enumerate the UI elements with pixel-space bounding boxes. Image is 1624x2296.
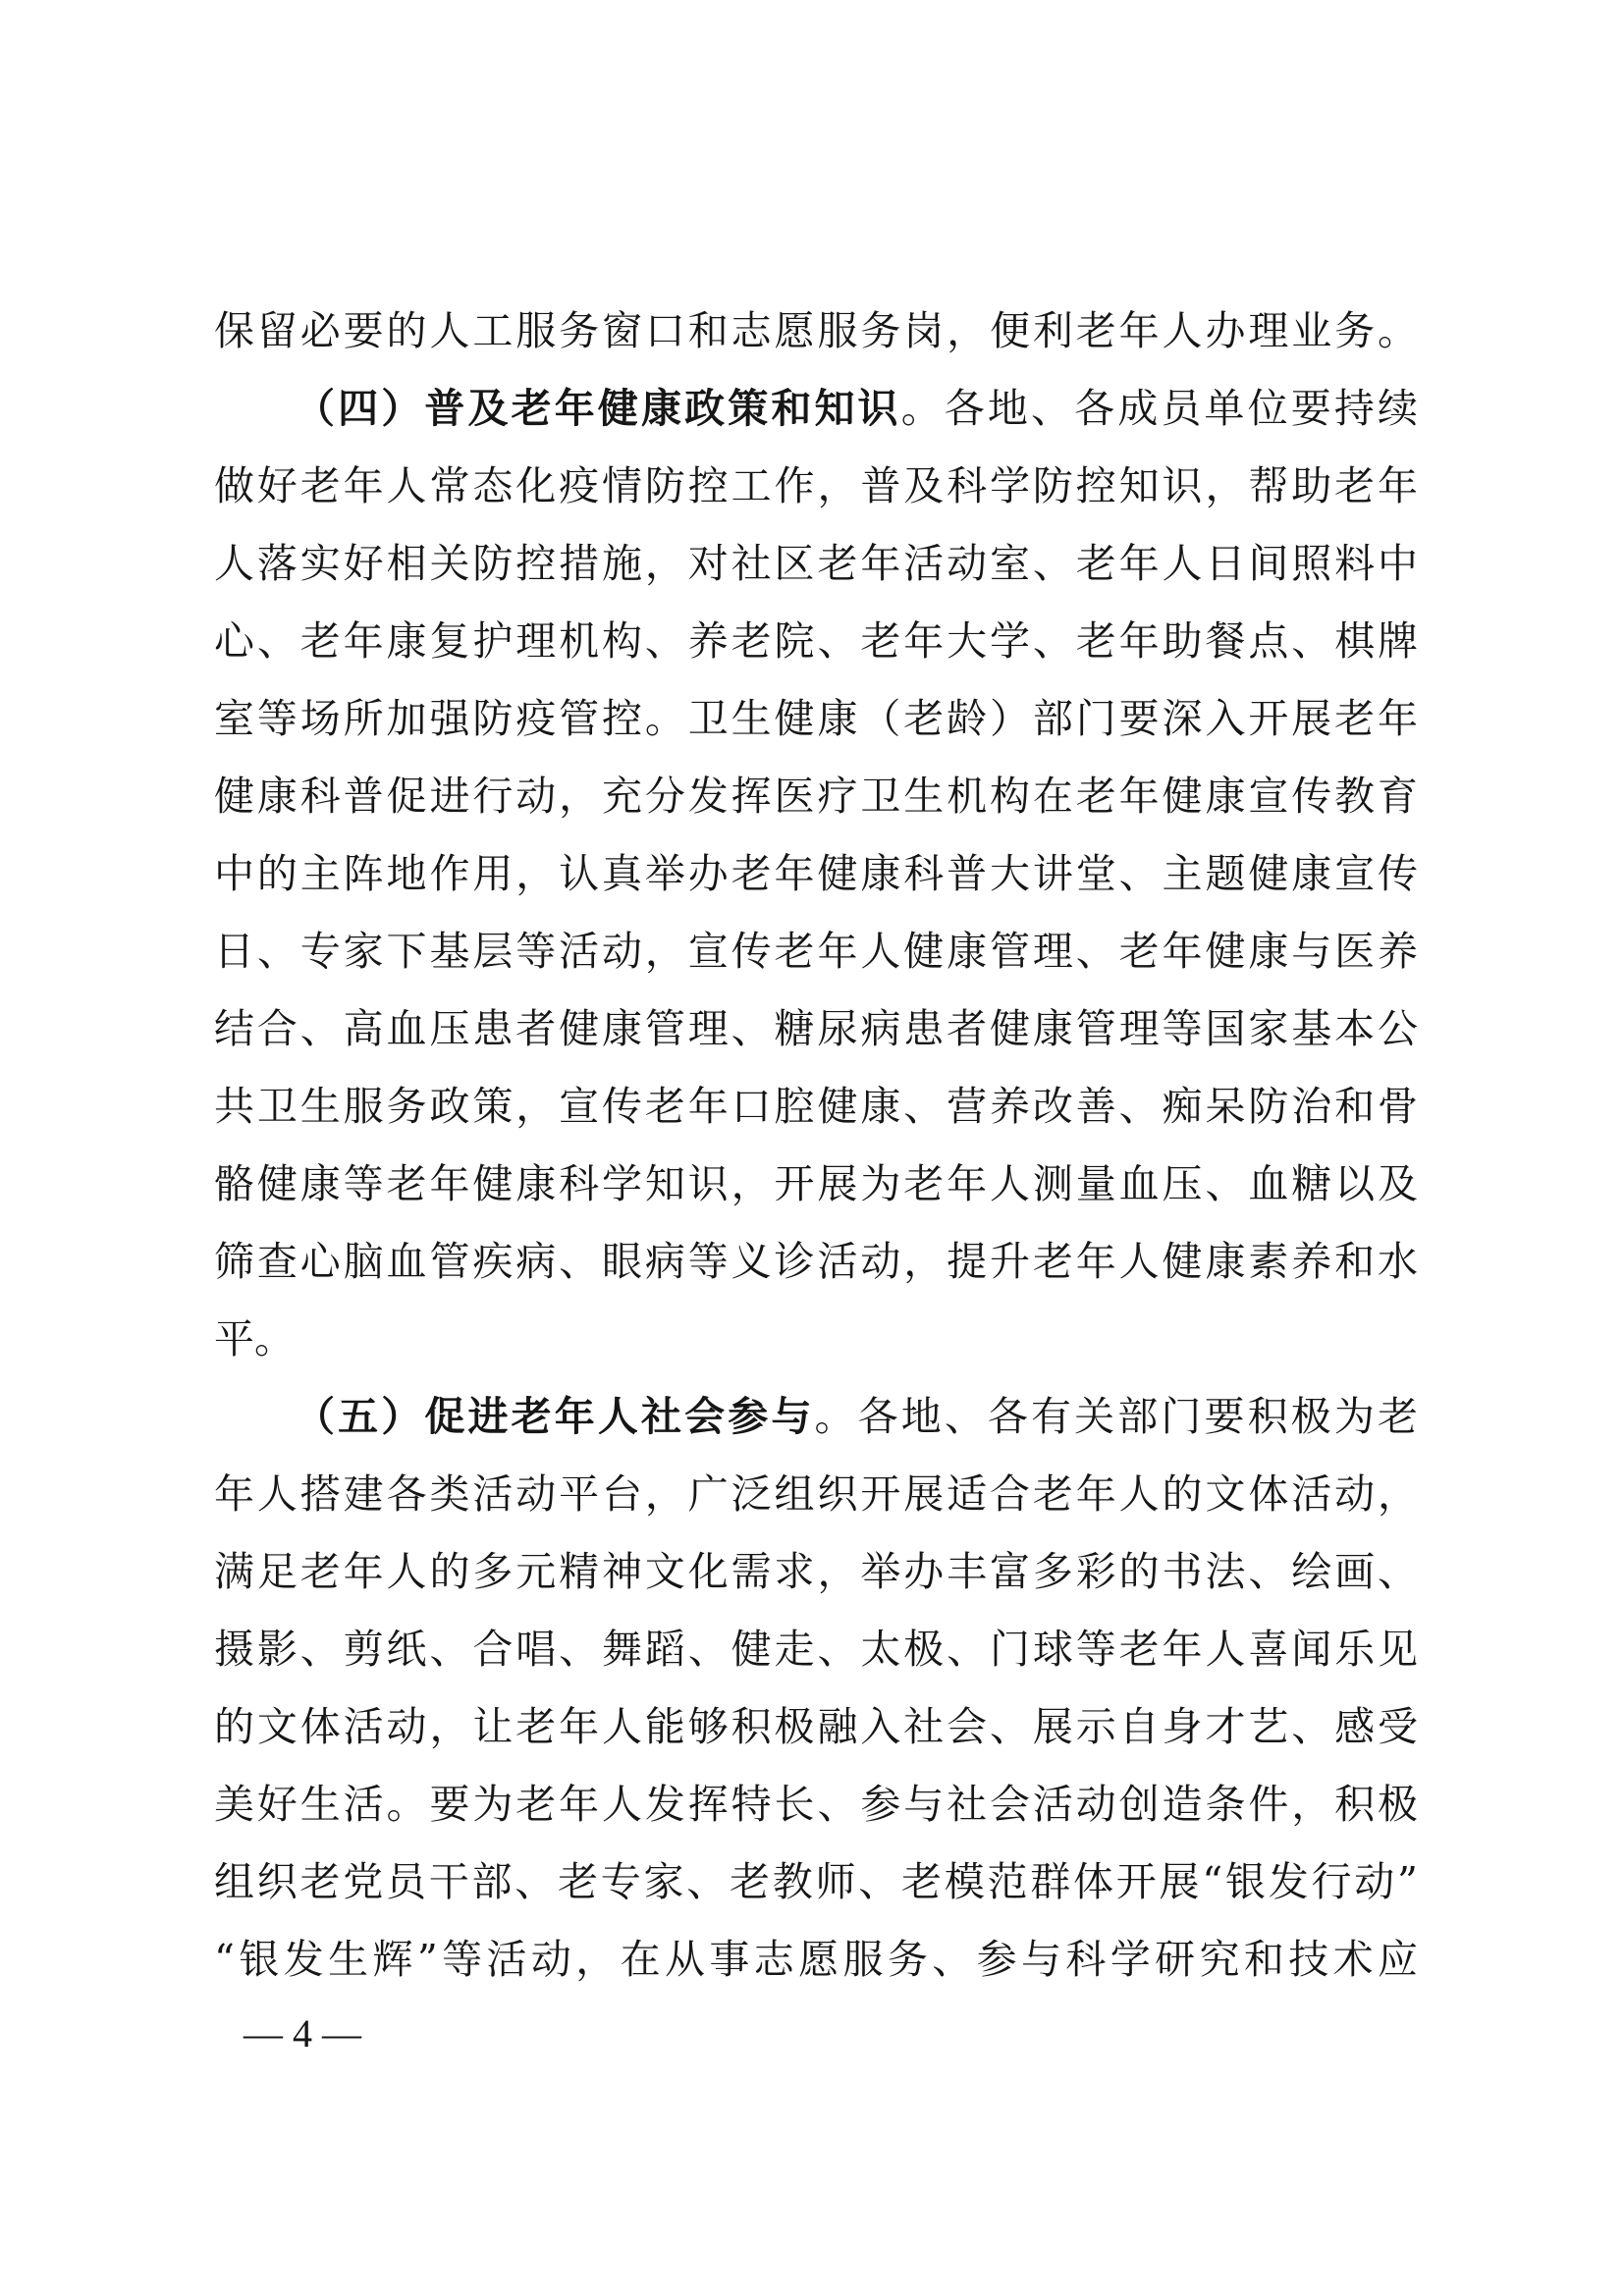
text-line-20: 美好生活。要为老年人发挥特长、参与社会活动创造条件，积极	[214, 1781, 1418, 1828]
page-number: — 4 —	[244, 2011, 361, 2056]
text-line-1: 保留必要的人工服务窗口和志愿服务岗，便利老年人办理业务。	[214, 307, 1418, 354]
section-five-heading: （五）促进老年人社会参与	[295, 1393, 815, 1440]
text-line-11: 共卫生服务政策，宣传老年口腔健康、营养改善、痴呆防治和骨	[214, 1083, 1418, 1130]
text-line-8: 中的主阵地作用，认真举办老年健康科普大讲堂、主题健康宣传	[214, 850, 1418, 897]
text-line-17: 满足老年人的多元精神文化需求，举办丰富多彩的书法、绘画、	[214, 1548, 1418, 1595]
text-line-4: 人落实好相关防控措施，对社区老年活动室、老年人日间照料中	[214, 540, 1418, 587]
section-four-lead-text: 。各地、各成员单位要持续	[900, 385, 1419, 432]
text-line-3: 做好老年人常态化疫情防控工作，普及科学防控知识，帮助老年	[214, 462, 1418, 509]
text-line-22: “银发生辉”等活动，在从事志愿服务、参与科学研究和技术应	[214, 1936, 1418, 1983]
text-line-5: 心、老年康复护理机构、养老院、老年大学、老年助餐点、棋牌	[214, 617, 1418, 665]
section-five-lead-text: 。各地、各有关部门要积极为老	[814, 1393, 1419, 1440]
text-line-10: 结合、高血压患者健康管理、糖尿病患者健康管理等国家基本公	[214, 1005, 1418, 1052]
section-five-line	[214, 1378, 1418, 1456]
text-line-14: 平。	[214, 1315, 295, 1362]
text-line-21: 组织老党员干部、老专家、老教师、老模范群体开展“银发行动”	[214, 1858, 1418, 1905]
text-line-6: 室等场所加强防疫管控。卫生健康（老龄）部门要深入开展老年	[214, 695, 1418, 742]
text-line-19: 的文体活动，让老年人能够积极融入社会、展示自身才艺、感受	[214, 1703, 1418, 1750]
text-line-13: 筛查心脑血管疾病、眼病等义诊活动，提升老年人健康素养和水	[214, 1238, 1418, 1285]
text-line-16: 年人搭建各类活动平台，广泛组织开展适合老年人的文体活动，	[214, 1470, 1418, 1518]
text-line-12: 骼健康等老年健康科学知识，开展为老年人测量血压、血糖以及	[214, 1160, 1418, 1207]
section-four-heading: （四）普及老年健康政策和知识	[295, 385, 901, 432]
document-body	[214, 293, 1418, 1999]
text-line-18: 摄影、剪纸、合唱、舞蹈、健走、太极、门球等老年人喜闻乐见	[214, 1626, 1418, 1673]
text-line-9: 日、专家下基层等活动，宣传老年人健康管理、老年健康与医养	[214, 928, 1418, 975]
section-four-line	[214, 370, 1418, 448]
text-line-7: 健康科普促进行动，充分发挥医疗卫生机构在老年健康宣传教育	[214, 773, 1418, 820]
